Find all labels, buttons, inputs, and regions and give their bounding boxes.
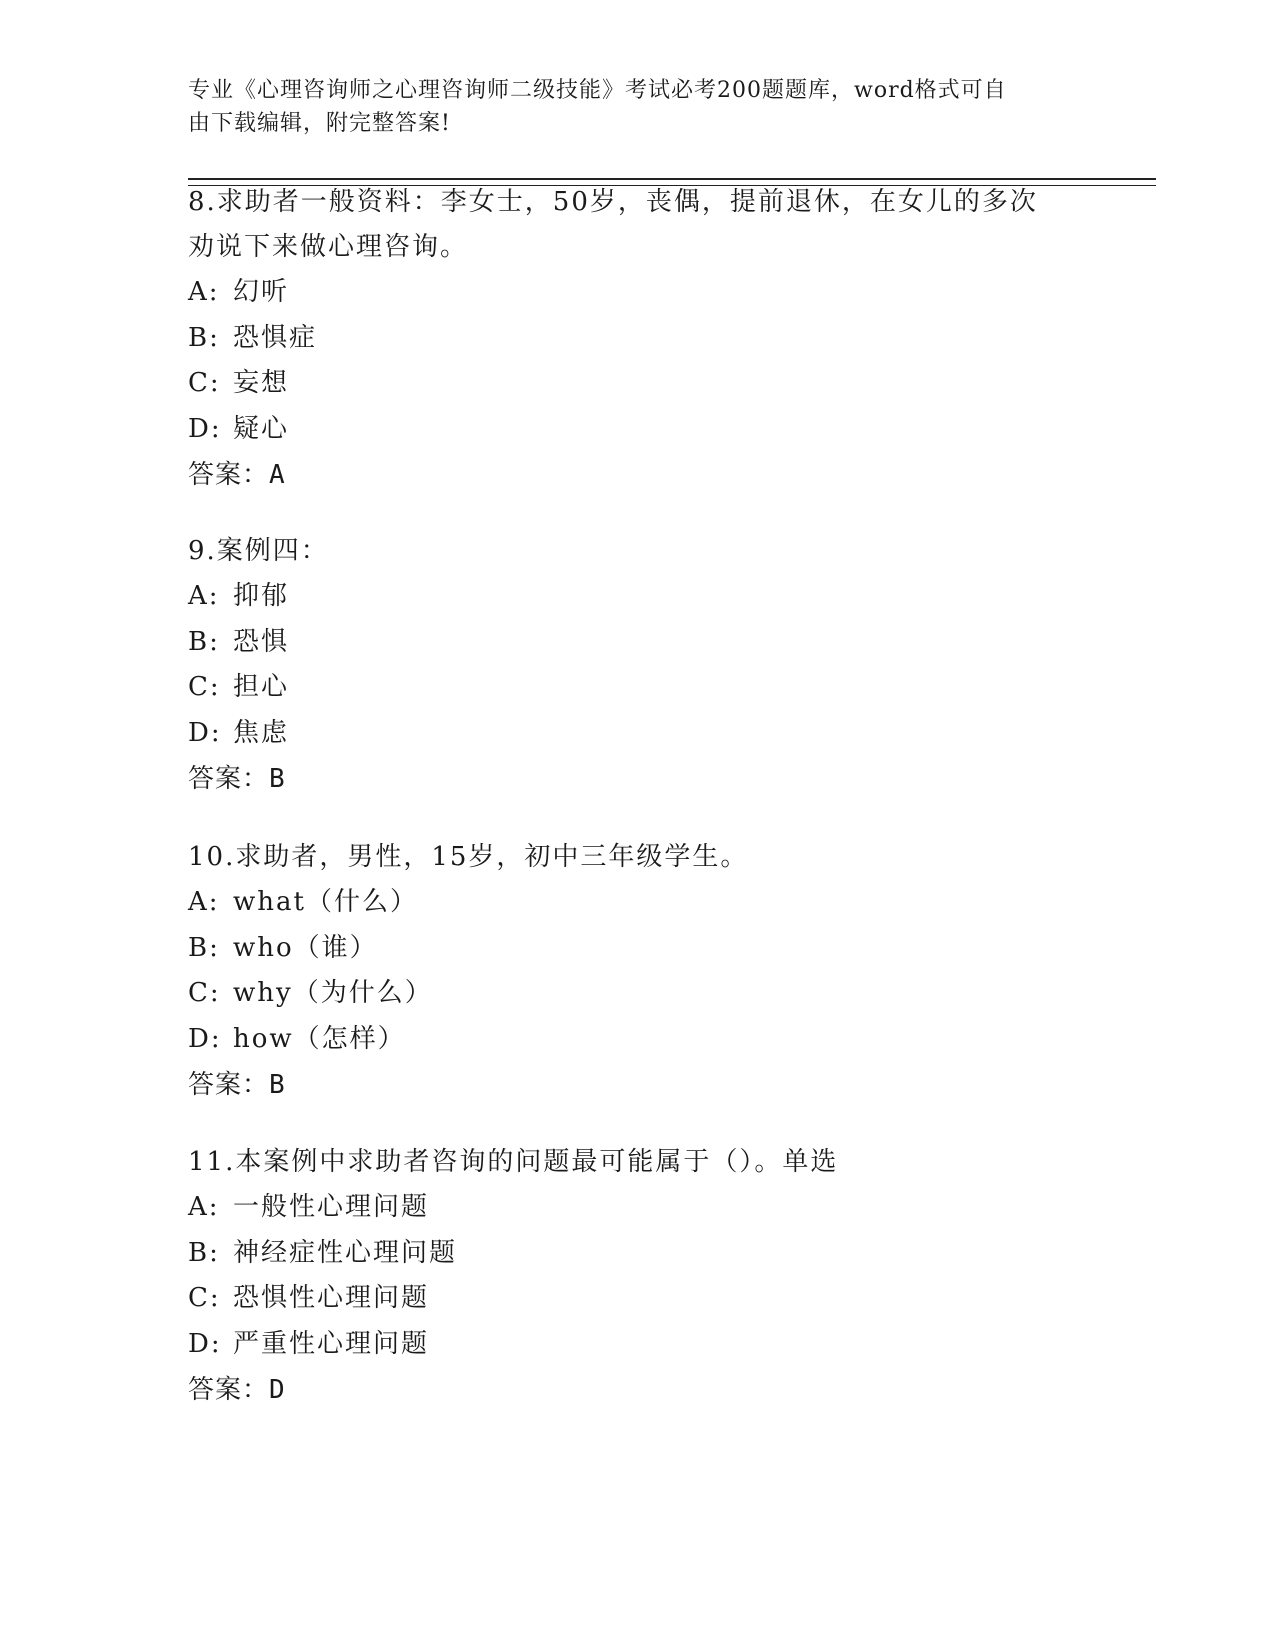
answer-line — [188, 756, 1088, 802]
option-text: 恐惧性心理问题 — [233, 1283, 430, 1313]
question-8 — [188, 180, 1088, 498]
option-letter: D: — [188, 717, 222, 748]
option-text: 担心 — [233, 672, 290, 702]
option-b — [188, 1231, 1088, 1277]
option-a — [188, 574, 1088, 620]
question-9 — [188, 529, 1088, 802]
option-d — [188, 1322, 1088, 1368]
option-d — [188, 1017, 1088, 1063]
option-letter: B: — [188, 322, 220, 353]
answer-label: 答案： — [188, 1375, 270, 1405]
option-letter: D: — [188, 413, 222, 444]
option-a — [188, 270, 1088, 316]
option-text: 一般性心理问题 — [233, 1192, 430, 1222]
question-10 — [188, 835, 1088, 1108]
option-text: 妄想 — [233, 368, 290, 398]
option-c — [188, 1276, 1088, 1322]
question-title-cont: 劝说下来做心理咨询。 — [188, 232, 469, 262]
option-text: 严重性心理问题 — [233, 1328, 430, 1359]
option-text: 抑郁 — [233, 581, 290, 611]
option-letter: A: — [188, 277, 220, 307]
option-letter: C: — [188, 1283, 221, 1313]
question-title: 8.求助者一般资料：李女士，50岁，丧偶，提前退休，在女儿的多次 — [188, 187, 1038, 217]
option-letter: B: — [188, 932, 220, 963]
option-text: 幻听 — [233, 277, 290, 307]
option-letter: B: — [188, 626, 220, 657]
option-text: 恐惧 — [233, 626, 290, 657]
question-title: 9.案例四： — [188, 536, 329, 566]
option-text: how（怎样） — [233, 1023, 406, 1054]
option-b — [188, 620, 1088, 666]
answer-label: 答案： — [188, 460, 270, 490]
option-letter: C: — [188, 368, 221, 398]
option-c — [188, 665, 1088, 711]
option-letter: B: — [188, 1237, 220, 1268]
question-11 — [188, 1140, 1088, 1413]
question-title: 11.本案例中求助者咨询的问题最可能属于（）。单选 — [188, 1147, 839, 1177]
answer-value: B — [269, 764, 286, 794]
option-text: 焦虑 — [233, 717, 290, 748]
option-b — [188, 316, 1088, 362]
answer-value: A — [269, 460, 286, 490]
answer-line — [188, 1062, 1088, 1108]
option-text: what（什么） — [233, 887, 418, 917]
option-a — [188, 1185, 1088, 1231]
option-letter: D: — [188, 1328, 222, 1359]
answer-value: D — [269, 1375, 286, 1405]
option-text: 神经症性心理问题 — [233, 1237, 458, 1268]
answer-line — [188, 1367, 1088, 1413]
header-line-2: 由下载编辑，附完整答案! — [188, 111, 451, 136]
header-line-1: 专业《心理咨询师之心理咨询师二级技能》考试必考200题题库，word格式可自 — [188, 78, 1007, 103]
option-d — [188, 711, 1088, 757]
option-letter: A: — [188, 1192, 220, 1222]
option-text: 疑心 — [233, 413, 290, 444]
answer-label: 答案： — [188, 764, 270, 794]
answer-label: 答案： — [188, 1070, 270, 1100]
option-b — [188, 926, 1088, 972]
option-letter: D: — [188, 1023, 222, 1054]
option-text: who（谁） — [233, 932, 378, 963]
option-letter: A: — [188, 581, 220, 611]
option-a — [188, 880, 1088, 926]
option-d — [188, 407, 1088, 453]
option-letter: C: — [188, 978, 221, 1008]
option-c — [188, 361, 1088, 407]
question-title: 10.求助者，男性，15岁，初中三年级学生。 — [188, 842, 749, 872]
answer-line — [188, 452, 1088, 498]
document-header — [188, 74, 1088, 140]
answer-value: B — [269, 1070, 286, 1100]
option-letter: A: — [188, 887, 220, 917]
option-c — [188, 971, 1088, 1017]
option-letter: C: — [188, 672, 221, 702]
option-text: why（为什么） — [233, 978, 433, 1008]
option-text: 恐惧症 — [233, 322, 318, 353]
